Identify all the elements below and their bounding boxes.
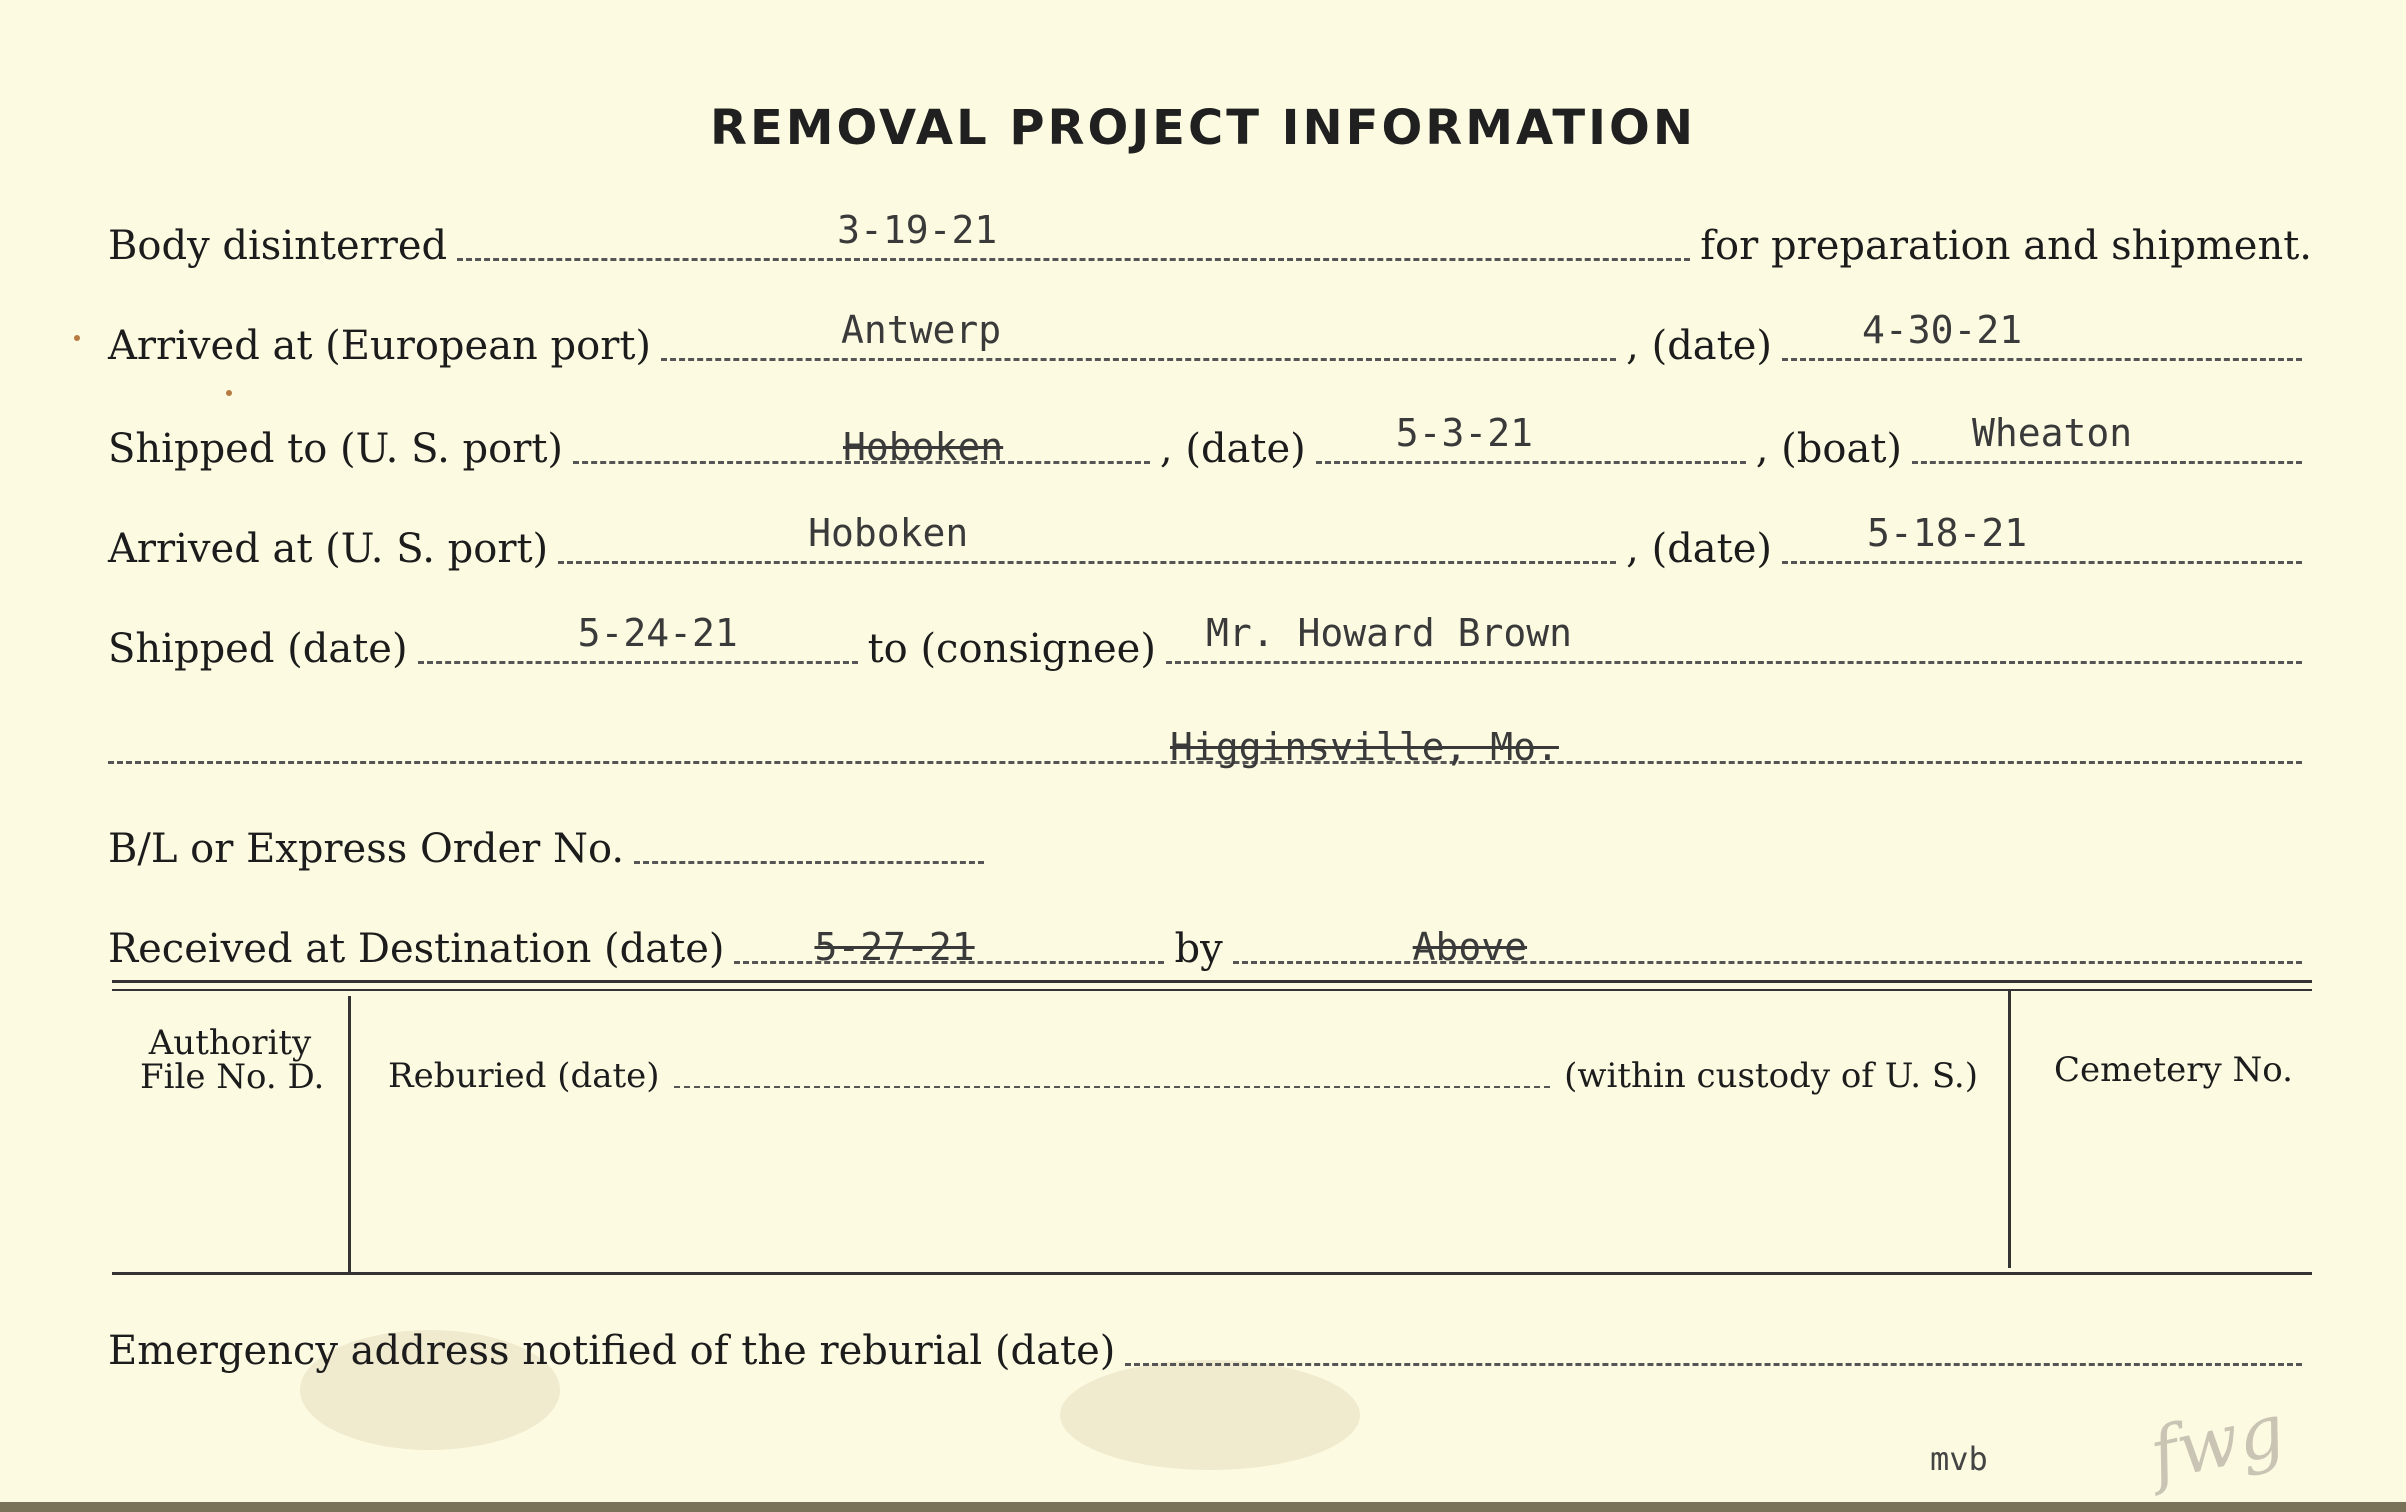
by-label: by bbox=[1174, 926, 1223, 972]
row-arrived-european bbox=[108, 305, 2312, 375]
page-title: REMOVAL PROJECT INFORMATION bbox=[710, 100, 1696, 156]
arrived-european-label: Arrived at (European port) bbox=[108, 323, 652, 369]
ink-speck bbox=[226, 390, 232, 396]
arrived-us-label: Arrived at (U. S. port) bbox=[108, 526, 549, 572]
authority-label-line1: Authority bbox=[148, 1023, 312, 1063]
authority-label bbox=[140, 1023, 325, 1097]
shipped-date-value: 5-24-21 bbox=[577, 611, 738, 655]
shipped-us-date-value: 5-3-21 bbox=[1395, 411, 1534, 455]
body-disinterred-field bbox=[457, 208, 1690, 261]
row-shipped-us bbox=[108, 408, 2312, 478]
arrived-european-date-field bbox=[1782, 308, 2302, 361]
by-field bbox=[1233, 925, 2302, 969]
emergency-label: Emergency address notified of the reburial (date) bbox=[108, 1328, 1116, 1374]
body-disinterred-suffix: for preparation and shipment. bbox=[1700, 223, 2312, 269]
body-disinterred-value: 3-19-21 bbox=[837, 208, 998, 252]
shipped-us-label: Shipped to (U. S. port) bbox=[108, 426, 563, 472]
row-shipped-consignee bbox=[108, 608, 2312, 678]
received-value: 5-27-21 bbox=[814, 925, 975, 969]
clerk-initials: mvb bbox=[1930, 1440, 1988, 1478]
table-divider-right bbox=[2008, 990, 2011, 1268]
row-emergency bbox=[108, 1310, 2312, 1380]
arrived-us-date-value: 5-18-21 bbox=[1867, 511, 2028, 555]
consignee-address-field bbox=[108, 725, 2302, 769]
emergency-field bbox=[1125, 1333, 2302, 1366]
shipped-us-date-label: , (date) bbox=[1159, 426, 1306, 472]
row-consignee-address bbox=[108, 708, 2312, 778]
bl-field bbox=[634, 831, 984, 864]
table-top-rule-double bbox=[112, 989, 2312, 991]
consignee-value: Mr. Howard Brown bbox=[1205, 611, 1572, 655]
shipped-us-field bbox=[573, 425, 1150, 469]
handwritten-initials: fwg bbox=[2142, 1386, 2292, 1498]
card-bottom-edge bbox=[0, 1502, 2406, 1512]
custody-label: (within custody of U. S.) bbox=[1564, 1056, 1978, 1096]
arrived-european-value: Antwerp bbox=[841, 308, 1002, 352]
row-arrived-us bbox=[108, 508, 2312, 578]
shipped-us-date-field bbox=[1316, 411, 1746, 464]
table-top-rule bbox=[112, 980, 2312, 983]
arrived-european-date-value: 4-30-21 bbox=[1862, 308, 2023, 352]
row-received bbox=[108, 908, 2312, 978]
received-field bbox=[734, 925, 1164, 969]
row-body-disinterred bbox=[108, 205, 2312, 275]
table-divider-left bbox=[348, 996, 351, 1272]
reburied-field bbox=[674, 1066, 1551, 1088]
reburied-row bbox=[388, 1056, 1978, 1096]
bl-label: B/L or Express Order No. bbox=[108, 826, 625, 872]
shipped-date-label: Shipped (date) bbox=[108, 626, 408, 672]
received-label: Received at Destination (date) bbox=[108, 926, 725, 972]
arrived-european-field bbox=[661, 308, 1616, 361]
ink-speck bbox=[74, 335, 80, 341]
row-bl bbox=[108, 808, 2312, 878]
arrived-european-date-label: , (date) bbox=[1626, 323, 1772, 369]
by-value: Above bbox=[1412, 925, 1528, 969]
boat-value: Wheaton bbox=[1972, 411, 2133, 455]
boat-label: , (boat) bbox=[1755, 426, 1902, 472]
consignee-label: to (consignee) bbox=[867, 626, 1156, 672]
arrived-us-date-label: , (date) bbox=[1626, 526, 1772, 572]
table-bottom-rule bbox=[112, 1272, 2312, 1275]
arrived-us-value: Hoboken bbox=[808, 511, 969, 555]
shipped-date-field bbox=[418, 611, 858, 664]
authority-label-line2: File No. D. bbox=[140, 1057, 325, 1097]
boat-field bbox=[1912, 411, 2302, 464]
shipped-us-value: Hoboken bbox=[843, 425, 1004, 469]
reburied-label: Reburied (date) bbox=[388, 1056, 660, 1096]
arrived-us-date-field bbox=[1782, 511, 2302, 564]
body-disinterred-label: Body disinterred bbox=[108, 223, 448, 269]
consignee-address-value: Higginsville, Mo. bbox=[1170, 725, 1559, 769]
consignee-field bbox=[1166, 611, 2302, 664]
cemetery-label: Cemetery No. bbox=[2054, 1050, 2293, 1090]
arrived-us-field bbox=[558, 511, 1616, 564]
